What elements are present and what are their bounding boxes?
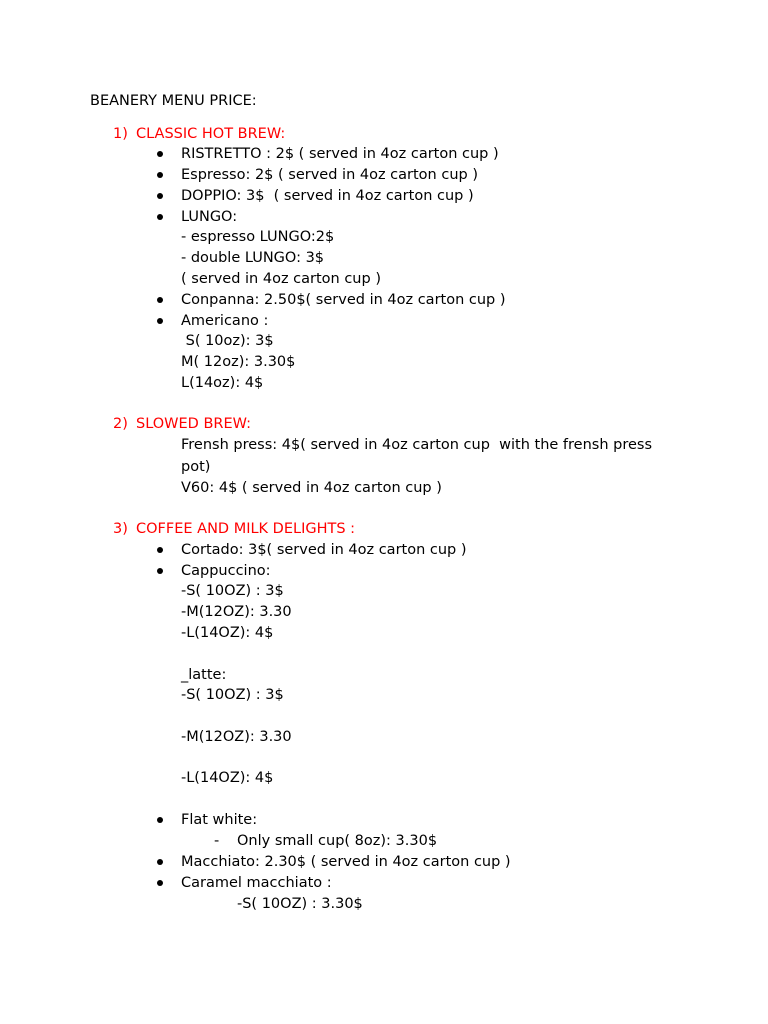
section-number: 3) xyxy=(113,521,128,537)
bullet-icon xyxy=(157,817,163,823)
menu-item: V60: 4$ ( served in 4oz carton cup ) xyxy=(181,480,442,496)
section-heading: SLOWED BREW: xyxy=(136,416,252,432)
bullet-icon xyxy=(157,151,163,157)
bullet-icon xyxy=(157,859,163,865)
menu-item: RISTRETTO : 2$ ( served in 4oz carton cup ) xyxy=(181,146,499,162)
bullet-icon xyxy=(157,193,163,199)
menu-subitem: S( 10oz): 3$ xyxy=(181,333,274,349)
menu-item: Macchiato: 2.30$ ( served in 4oz carton cup ) xyxy=(181,854,511,870)
menu-item: Conpanna: 2.50$( served in 4oz carton cup ) xyxy=(181,292,506,308)
menu-subitem: M( 12oz): 3.30$ xyxy=(181,354,296,370)
bullet-icon xyxy=(157,172,163,178)
bullet-icon xyxy=(157,568,163,574)
section-heading: CLASSIC HOT BREW: xyxy=(136,126,286,142)
bullet-icon xyxy=(157,297,163,303)
menu-item: Espresso: 2$ ( served in 4oz carton cup ) xyxy=(181,167,478,183)
bullet-icon xyxy=(157,214,163,220)
menu-item: Frensh press: 4$( served in 4oz carton cup with the frensh press xyxy=(181,437,653,453)
menu-item: DOPPIO: 3$ ( served in 4oz carton cup ) xyxy=(181,188,474,204)
menu-subitem: -S( 10OZ) : 3$ xyxy=(181,687,284,703)
menu-item: Flat white: xyxy=(181,812,258,828)
menu-subitem: -S( 10OZ) : 3$ xyxy=(181,583,284,599)
menu-item: Americano : xyxy=(181,313,269,329)
menu-item: _latte: xyxy=(181,667,227,683)
dash-marker: - xyxy=(214,833,220,849)
menu-item: Caramel macchiato : xyxy=(181,875,332,891)
menu-subitem: - double LUNGO: 3$ xyxy=(181,250,325,266)
menu-note: ( served in 4oz carton cup ) xyxy=(181,271,381,287)
menu-item-continued: pot) xyxy=(181,459,211,475)
bullet-icon xyxy=(157,547,163,553)
menu-subitem: -L(14OZ): 4$ xyxy=(181,625,274,641)
menu-item: LUNGO: xyxy=(181,209,238,225)
menu-subitem: -M(12OZ): 3.30 xyxy=(181,604,292,620)
menu-item: Cortado: 3$( served in 4oz carton cup ) xyxy=(181,542,467,558)
menu-subitem: L(14oz): 4$ xyxy=(181,375,264,391)
document-title: BEANERY MENU PRICE: xyxy=(90,93,257,109)
section-number: 2) xyxy=(113,416,128,432)
section-heading: COFFEE AND MILK DELIGHTS : xyxy=(136,521,356,537)
menu-subitem: Only small cup( 8oz): 3.30$ xyxy=(237,833,438,849)
menu-subitem: - espresso LUNGO:2$ xyxy=(181,229,335,245)
section-number: 1) xyxy=(113,126,128,142)
bullet-icon xyxy=(157,880,163,886)
menu-subitem: -S( 10OZ) : 3.30$ xyxy=(237,896,363,912)
menu-subitem: -L(14OZ): 4$ xyxy=(181,770,274,786)
bullet-icon xyxy=(157,318,163,324)
menu-item: Cappuccino: xyxy=(181,563,271,579)
menu-subitem: -M(12OZ): 3.30 xyxy=(181,729,292,745)
